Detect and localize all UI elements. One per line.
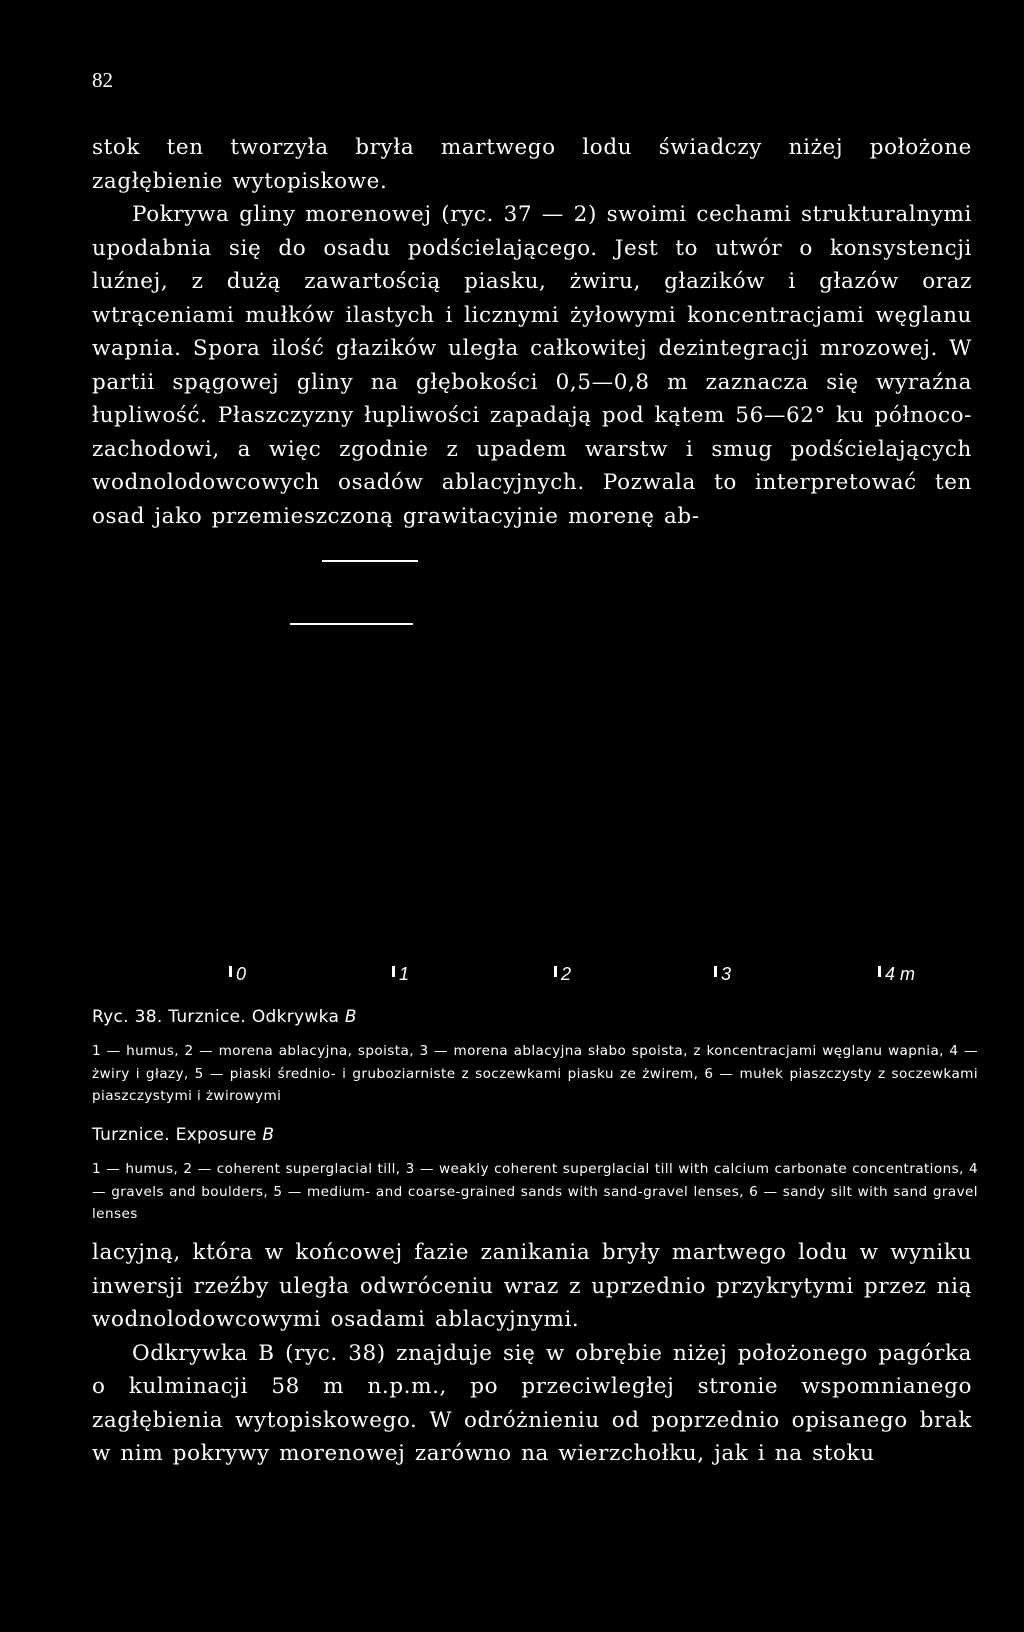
body-text-top bbox=[92, 131, 972, 533]
figure-exposure-b bbox=[92, 630, 972, 930]
scale-tick bbox=[554, 966, 557, 977]
scale-tick bbox=[229, 966, 232, 977]
figure-caption-legend-english: 1 — humus, 2 — coherent superglacial till, 3 — weakly coherent superglacial till with calcium carbonate concentrations, 4 — gravels and boulders, 5 — medium- and coarse-grained sands with sand-gravel lenses, 6 — sandy silt with sand gravel lenses bbox=[92, 1161, 978, 1222]
figure-caption-legend: 1 — humus, 2 — morena ablacyjna, spoista, 3 — morena ablacyjna słabo spoista, z koncentracjami węglanu wapnia, 4 — żwiry i głazy, 5 — piaski średnio- i gruboziarniste z soczewkami piasku ze żwirem, 6 — mułek piaszczysty z soczewkami piaszczystymi i żwirowymi bbox=[92, 1043, 978, 1104]
body-text-bottom bbox=[92, 1236, 972, 1471]
figure-caption-title-english bbox=[92, 1125, 274, 1145]
caption-title-letter: B bbox=[344, 1007, 357, 1027]
paragraph: lacyjną, która w końcowej fazie zanikania bryły martwego lodu w wyniku inwersji rzeźby uległa odwróceniu wraz z uprzednio przykrytymi przez nią wodnolodowcowymi osadami ablacyjnymi. bbox=[92, 1240, 972, 1332]
paragraph: stok ten tworzyła bryła martwego lodu świadczy niżej położone zagłębienie wytopiskowe. bbox=[92, 135, 972, 194]
scale-label: 2 bbox=[561, 964, 572, 984]
caption-title-text: Turznice. Exposure bbox=[92, 1125, 257, 1145]
scale-tick bbox=[878, 966, 881, 977]
paragraph: Odkrywka B (ryc. 38) znajduje się w obrębie niżej położonego pagórka o kulminacji 58 m n.p.m., po przeciwległej stronie wspomnianego zagłębienia wytopiskowego. W odróżnieniu od poprzednio opisanego brak w nim pokrywy morenowej zarówno na wierzchołku, jak i na stoku bbox=[92, 1340, 972, 1466]
paragraph: Pokrywa gliny morenowej (ryc. 37 — 2) swoimi cechami strukturalnymi upodabnia się do osadu podścielającego. Jest to utwór o konsystencji luźnej, z dużą zawartością piasku, żwiru, głazików i głazów oraz wtrąceniami mułków ilastych i licznymi żyłowymi koncentracjami węglanu wapnia. Spora ilość głazików uległa całkowitej dezintegracji mrozowej. W partii spągowej gliny na głębokości 0,5—0,8 m zaznacza się wyraźna łupliwość. Płaszczyzny łupliwości zapadają pod kątem 56—62° ku północo-zachodowi, a więc zgodnie z upadem warstw i smug podścielających wodnolodowcowych osadów ablacyjnych. Pozwala to interpretować ten osad jako przemieszczoną grawitacyjnie morenę ab- bbox=[92, 202, 972, 529]
caption-title-letter: B bbox=[262, 1125, 275, 1145]
scale-tick bbox=[392, 966, 395, 977]
caption-title-text: Ryc. 38. Turznice. Odkrywka bbox=[92, 1007, 340, 1027]
scale-label: 0 bbox=[236, 964, 247, 984]
scale-label: 4 m bbox=[885, 964, 916, 984]
scale-label: 1 bbox=[399, 964, 410, 984]
figure-line bbox=[322, 560, 418, 562]
scale-tick bbox=[714, 966, 717, 977]
figure-line bbox=[290, 623, 413, 625]
figure-caption-title bbox=[92, 1007, 357, 1027]
page-number: 82 bbox=[92, 68, 113, 92]
scale-bar bbox=[0, 962, 1024, 992]
scale-label: 3 bbox=[721, 964, 732, 984]
